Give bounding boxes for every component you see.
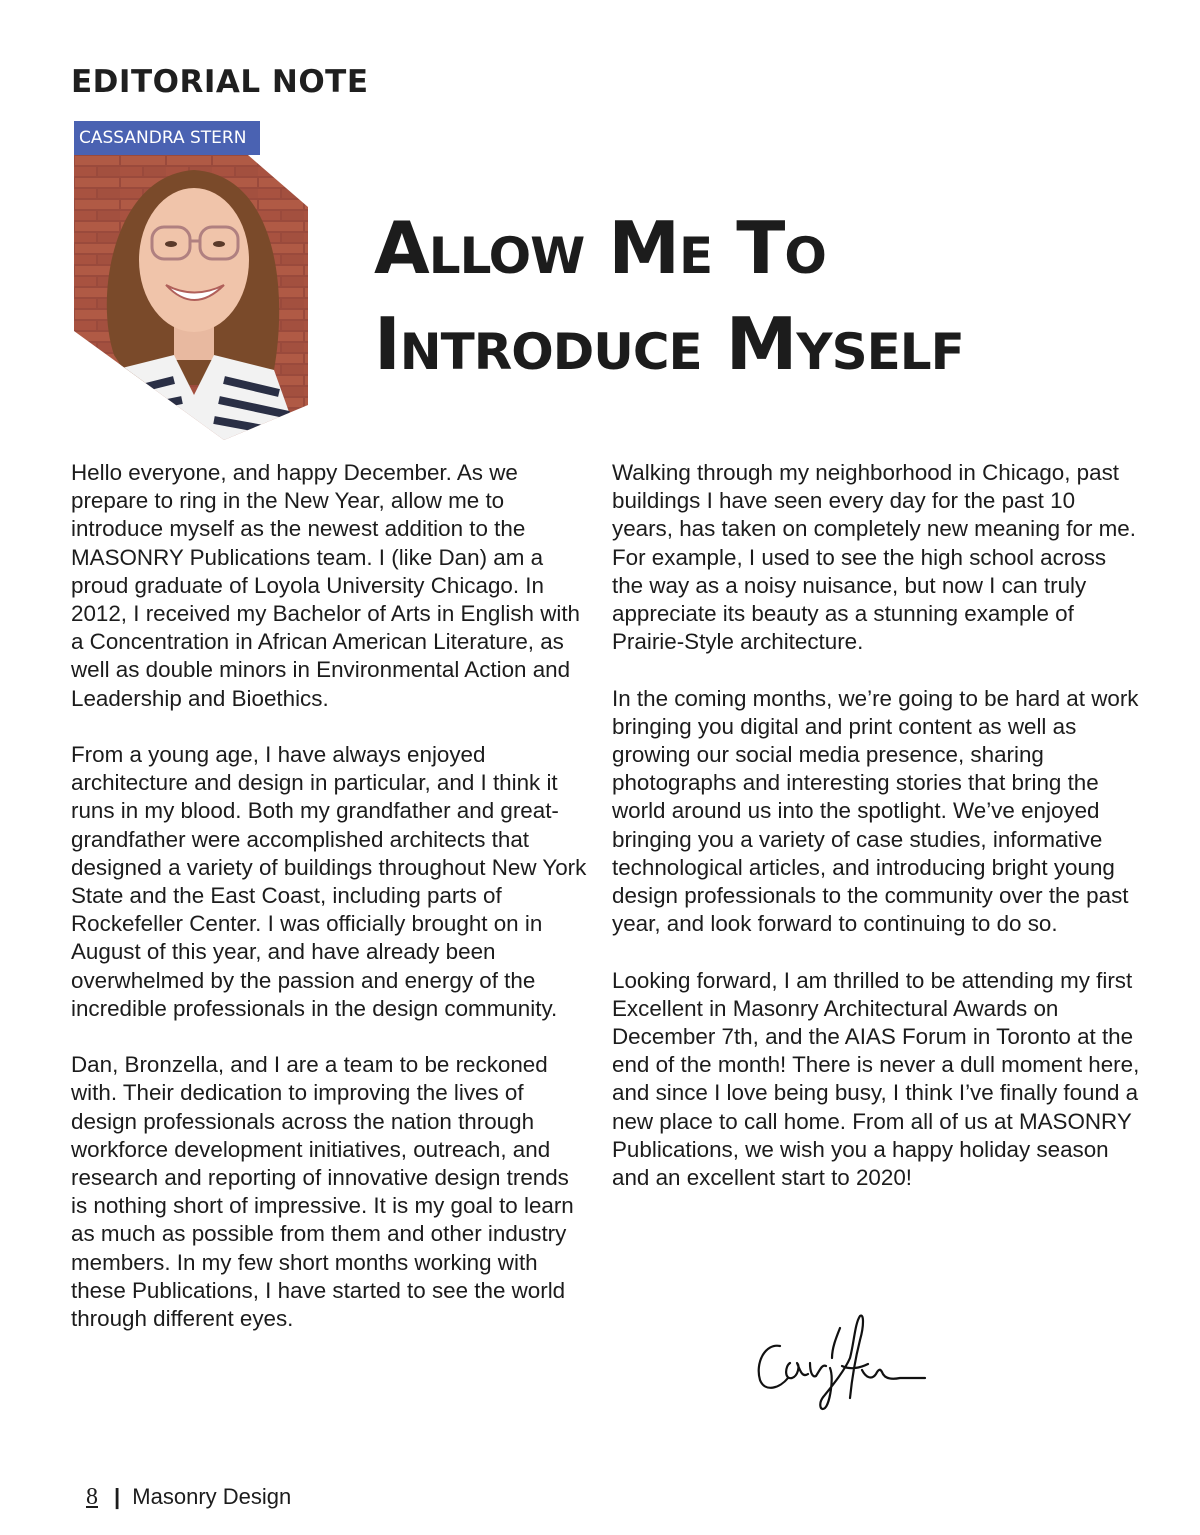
paragraph: From a young age, I have always enjoyed architecture and design in particular, and I think it runs in my blood. Both my grandfather and great-grandfather were accomplished architects that designed a variety of buildings throughout New York State and the East Coast, including parts of Rockefeller Center. I was officially brought on in August of this year, and have already been overwhelmed by the passion and energy of the incredible professionals in the design community. xyxy=(71,742,587,1021)
author-signature xyxy=(750,1308,950,1418)
headline-line-2: Introduce Myself xyxy=(374,302,964,386)
article-headline xyxy=(374,200,1074,392)
article-column-right xyxy=(612,459,1142,1220)
paragraph: Walking through my neighborhood in Chicago, past buildings I have seen every day for the past 10 years, has taken on completely new meaning for me. For example, I used to see the high school across the way as a noisy nuisance, but now I can truly appreciate its beauty as a stunning example of Prairie-Style architecture. xyxy=(612,460,1136,655)
paragraph: In the coming months, we’re going to be hard at work bringing you digital and print content as well as growing our social media presence, sharing photographs and interesting stories that bring the world around us into the spotlight. We’ve enjoyed bringing you a variety of case studies, informative technological articles, and introducing bright young design professionals to the community over the past year, and look forward to continuing to do so. xyxy=(612,685,1139,937)
author-portrait xyxy=(74,155,308,440)
paragraph: Looking forward, I am thrilled to be attending my first Excellent in Masonry Architectural Awards on December 7th, and the AIAS Forum in Toronto at the end of the month! There is never a dull moment here, and since I love being busy, I think I’ve finally found a new place to call home. From all of us at MASONRY Publications, we wish you a happy holiday season and an excellent start to 2020! xyxy=(612,967,1140,1191)
page-footer xyxy=(86,1484,291,1511)
author-name-tag: CASSANDRA STERN xyxy=(74,121,260,155)
page-number: 8 xyxy=(86,1484,98,1510)
paragraph: Hello everyone, and happy December. As we prepare to ring in the New Year, allow me to introduce myself as the newest addition to the MASONRY Publications team. I (like Dan) am a proud graduate of Loyola University Chicago. In 2012, I received my Bachelor of Arts in English with a Concentration in African American Literature, as well as double minors in Environmental Action and Leadership and Bioethics. xyxy=(71,460,581,711)
footer-separator: | xyxy=(114,1484,121,1509)
paragraph: Dan, Bronzella, and I are a team to be reckoned with. Their dedication to improving the lives of design professionals across the nation through workforce development initiatives, outreach, and research and reporting of innovative design trends is nothing short of impressive. It is my goal to learn as much as possible from them and other industry members. In my few short months working with these Publications, I have started to see the world through different eyes. xyxy=(71,1052,574,1332)
publication-name: Masonry Design xyxy=(132,1484,292,1509)
section-label: EDITORIAL NOTE xyxy=(71,64,369,100)
headline-line-1: Allow Me To xyxy=(374,206,826,290)
article-column-left xyxy=(71,459,591,1361)
